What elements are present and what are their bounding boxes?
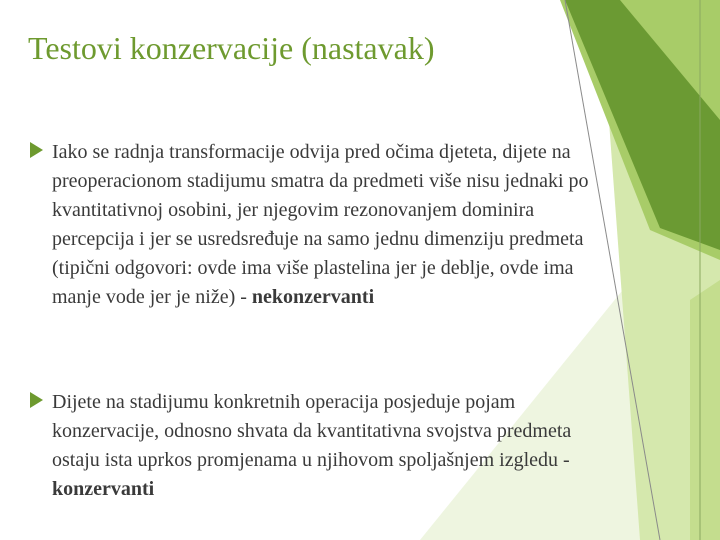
bullet-body-1: Iako se radnja transformacije odvija pred očima djeteta, dijete na preoperacionom stadijumu smatra da predmeti više nisu jednaki po kvantitativnoj osobini, jer njegovim rezonovanjem dominira percepcija i jer se usredsređuje na samo jednu dimenziju predmeta (tipični odgovori: ovde ima više plastelina jer je deblje, ovde ima manje vode jer je niže) -: [52, 141, 589, 308]
bullet-emphasis-2: konzervanti: [52, 478, 155, 500]
bullet-item-2: [30, 388, 595, 504]
bullet-text-2: [52, 388, 595, 504]
light-green-wedge: [690, 280, 720, 540]
bullet-item-1: [30, 138, 595, 312]
triangle-bullet-icon: [30, 142, 43, 158]
triangle-bullet-icon: [30, 392, 43, 408]
bullet-emphasis-1: nekonzervanti: [251, 286, 375, 308]
slide-title: Testovi konzervacije (nastavak): [28, 30, 435, 66]
bullet-body-2: Dijete na stadijumu konkretnih operacija posjeduje pojam konzervacije, odnosno shvata da kvantitativna svojstva predmeta ostaju ista uprkos promjenama u njihovom spoljašnjem izgledu -: [52, 391, 572, 471]
bullet-text-1: [52, 138, 595, 312]
